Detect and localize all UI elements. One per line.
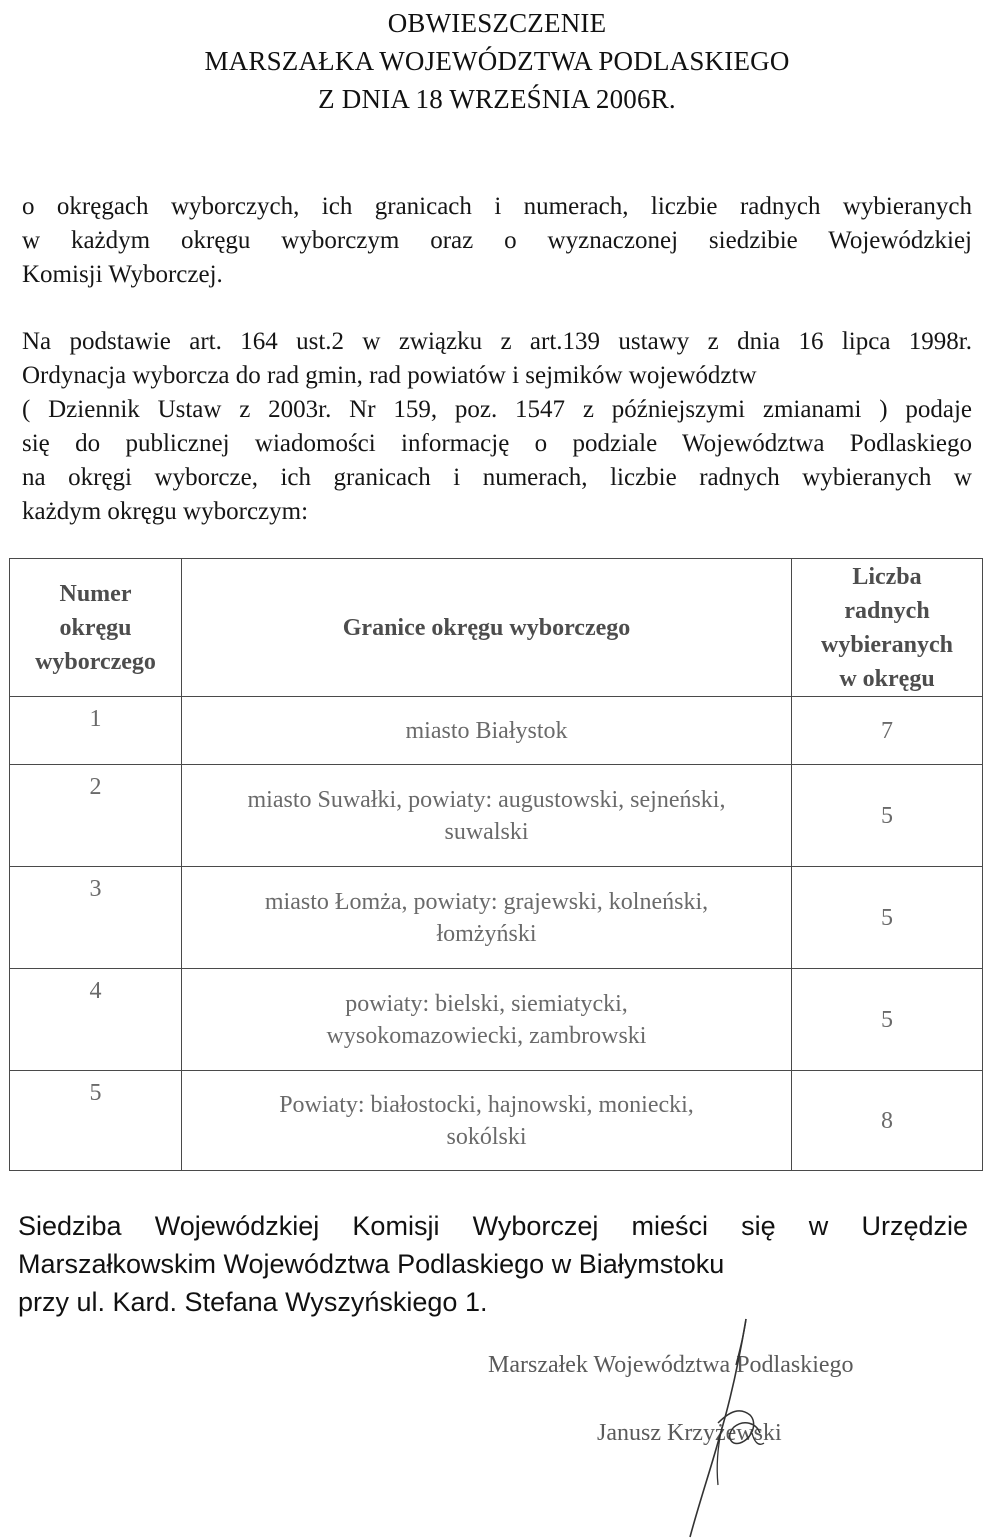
- document-header: [0, 4, 994, 118]
- header-number: [10, 559, 182, 697]
- district-boundaries: [182, 969, 792, 1071]
- seat-line: Marszałkowskim Województwa Podlaskiego w Białymstoku: [18, 1249, 725, 1279]
- boundary-line: miasto Białystok: [405, 717, 568, 744]
- basis-line: Na podstawie art. 164 ust.2 w związku z art.139 ustawy z dnia 16 lipca 1998r.: [22, 328, 972, 355]
- handwritten-signature: [660, 1315, 780, 1540]
- district-boundaries: [182, 697, 792, 765]
- district-number: 3: [10, 867, 182, 969]
- table-row: [10, 765, 983, 867]
- seat-paragraph: [18, 1207, 968, 1321]
- intro-line: w każdym okręgu wyborczym oraz o wyznaczonej siedzibie Wojewódzkiej: [22, 227, 972, 254]
- header-number-line: Numer: [59, 580, 132, 607]
- district-number: 2: [10, 765, 182, 867]
- councillor-count: 5: [792, 969, 983, 1071]
- basis-line: Ordynacja wyborcza do rad gmin, rad powiatów i sejmików województw: [22, 362, 757, 389]
- intro-paragraph: [22, 190, 972, 292]
- signatory-name: Janusz Krzyżewski: [597, 1420, 782, 1446]
- table-row: [10, 867, 983, 969]
- basis-line: na okręgi wyborcze, ich granicach i numerach, liczbie radnych wybieranych w: [22, 464, 972, 491]
- header-number-line: okręgu: [59, 614, 132, 641]
- intro-line: o okręgach wyborczych, ich granicach i numerach, liczbie radnych wybieranych: [22, 193, 972, 220]
- district-boundaries: [182, 867, 792, 969]
- districts-table: [9, 558, 983, 1171]
- district-number: 5: [10, 1071, 182, 1171]
- boundary-line: miasto Suwałki, powiaty: augustowski, sejneński,: [247, 786, 726, 813]
- header-title: OBWIESZCZENIE: [387, 8, 607, 38]
- councillor-count: 7: [792, 697, 983, 765]
- header-count: [792, 559, 983, 697]
- header-count-line: Liczba: [852, 563, 922, 590]
- councillor-count: 8: [792, 1071, 983, 1171]
- district-boundaries: [182, 765, 792, 867]
- table-header-row: [10, 559, 983, 697]
- table-row: [10, 697, 983, 765]
- basis-line: ( Dziennik Ustaw z 2003r. Nr 159, poz. 1547 z późniejszymi zmianami ) podaje: [22, 396, 972, 423]
- intro-line: Komisji Wyborczej.: [22, 261, 223, 288]
- district-number: 4: [10, 969, 182, 1071]
- councillor-count: 5: [792, 765, 983, 867]
- seat-line: Siedziba Wojewódzkiej Komisji Wyborczej mieści się w Urzędzie: [18, 1211, 968, 1241]
- table-row: [10, 969, 983, 1071]
- boundary-line: powiaty: bielski, siemiatycki,: [345, 990, 628, 1017]
- basis-line: się do publicznej wiadomości informację o podziale Województwa Podlaskiego: [22, 430, 972, 457]
- header-number-line: wyborczego: [35, 648, 156, 675]
- header-count-line: wybieranych: [821, 631, 953, 658]
- table-row: [10, 1071, 983, 1171]
- header-issuer: MARSZAŁKA WOJEWÓDZTWA PODLASKIEGO: [204, 46, 790, 76]
- boundary-line: suwalski: [444, 818, 529, 845]
- header-date: Z DNIA 18 WRZEŚNIA 2006R.: [318, 84, 676, 114]
- basis-line: każdym okręgu wyborczym:: [22, 498, 309, 525]
- header-count-line: radnych: [844, 597, 930, 624]
- district-boundaries: [182, 1071, 792, 1171]
- legal-basis-paragraph: [22, 325, 972, 529]
- header-count-line: w okręgu: [839, 665, 935, 692]
- signatory-title: Marszałek Województwa Podlaskiego: [488, 1352, 854, 1378]
- district-number: 1: [10, 697, 182, 765]
- boundary-line: łomżyński: [436, 920, 537, 947]
- boundary-line: sokólski: [446, 1123, 527, 1150]
- seat-line: przy ul. Kard. Stefana Wyszyńskiego 1.: [18, 1287, 488, 1317]
- boundary-line: wysokomazowiecki, zambrowski: [326, 1022, 647, 1049]
- councillor-count: 5: [792, 867, 983, 969]
- header-boundaries: Granice okręgu wyborczego: [182, 559, 792, 697]
- boundary-line: miasto Łomża, powiaty: grajewski, kolneński,: [264, 888, 709, 915]
- boundary-line: Powiaty: białostocki, hajnowski, moniecki,: [279, 1091, 694, 1118]
